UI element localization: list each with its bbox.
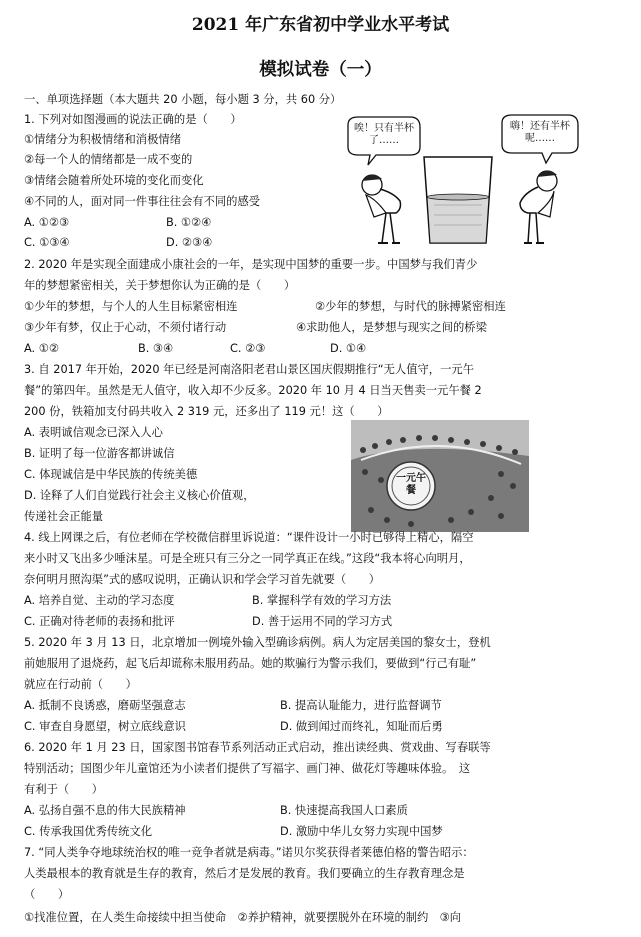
q6-option-a[interactable]: A. 弘扬自强不息的伟大民族精神 bbox=[24, 804, 186, 817]
q6-option-b[interactable]: B. 快速提高我国人口素质 bbox=[280, 804, 408, 817]
q6-stem-line-2: 特别活动；国图少年儿童馆还为小读者们提供了写福字、画门神、做花灯等趣味体验。 这 bbox=[24, 762, 471, 775]
q2-option-d[interactable]: D. ①④ bbox=[330, 342, 367, 355]
q3-sign-text: 一元午餐 bbox=[396, 473, 426, 496]
q4-option-c[interactable]: C. 正确对待老师的表扬和批评 bbox=[24, 615, 175, 628]
q2-stem-line-1: 2. 2020 年是实现全面建成小康社会的一年，是实现中国梦的重要一步。中国梦与我们青少 bbox=[24, 258, 478, 271]
q1-item-1: ①情绪分为积极情绪和消极情绪 bbox=[24, 133, 181, 146]
q3-option-b[interactable]: B. 证明了每一位游客都讲诚信 bbox=[24, 447, 175, 460]
q3-option-a[interactable]: A. 表明诚信观念已深入人心 bbox=[24, 426, 163, 439]
q1-bubble-right: 嗨！还有半杯呢…… bbox=[510, 121, 570, 144]
q4-option-d[interactable]: D. 善于运用不同的学习方式 bbox=[252, 615, 393, 628]
q1-option-a[interactable]: A. ①②③ bbox=[24, 216, 70, 229]
q6-option-d[interactable]: D. 激励中华儿女努力实现中国梦 bbox=[280, 825, 443, 838]
lunch-crowd-photo-icon bbox=[351, 420, 529, 532]
q1-item-3: ③情绪会随着所处环境的变化而变化 bbox=[24, 174, 204, 187]
q5-option-d[interactable]: D. 做到闻过而终礼，知耻而后勇 bbox=[280, 720, 443, 733]
q2-item-1: ①少年的梦想，与个人的人生目标紧密相连 bbox=[24, 300, 238, 313]
q3-stem-line-3: 200 份，铁箱加支付码共收入 2 319 元，还多出了 119 元！这（ ） bbox=[24, 405, 389, 418]
q5-option-a[interactable]: A. 抵制不良诱惑，磨砺坚强意志 bbox=[24, 699, 186, 712]
q5-option-c[interactable]: C. 审查自身愿望，树立底线意识 bbox=[24, 720, 186, 733]
q5-stem-line-3: 就应在行动前（ ） bbox=[24, 678, 137, 691]
q3-photo bbox=[351, 420, 529, 532]
q3-option-c[interactable]: C. 体现诚信是中华民族的传统美德 bbox=[24, 468, 198, 481]
q2-option-c[interactable]: C. ②③ bbox=[230, 342, 266, 355]
q2-item-3: ③少年有梦，仅止于心动，不须付诸行动 bbox=[24, 321, 227, 334]
q1-option-c[interactable]: C. ①③④ bbox=[24, 236, 70, 249]
q4-stem-line-1: 4. 线上网课之后，有位老师在学校微信群里诉说道：“课件设计一小时已够得上精心，隔空 bbox=[24, 531, 474, 544]
q4-option-a[interactable]: A. 培养自觉、主动的学习态度 bbox=[24, 594, 175, 607]
q3-stem-line-1: 3. 自 2017 年开始，2020 年已经是河南洛阳老君山景区国庆假期推行“无人值守，一元午 bbox=[24, 363, 474, 376]
q4-option-b[interactable]: B. 掌握科学有效的学习方法 bbox=[252, 594, 392, 607]
q7-items-line: ①找准位置，在人类生命接续中担当使命 ②养护精神，就要摆脱外在环境的制约 ③向 bbox=[24, 911, 462, 924]
q5-option-b[interactable]: B. 提高认耻能力，进行监督调节 bbox=[280, 699, 442, 712]
q2-option-b[interactable]: B. ③④ bbox=[138, 342, 174, 355]
q1-option-d[interactable]: D. ②③④ bbox=[166, 236, 213, 249]
q4-stem-line-3: 奈何明月照沟渠”式的感叹说明，正确认识和学会学习首先就要（ ） bbox=[24, 573, 381, 586]
q1-stem: 1. 下列对如图漫画的说法正确的是（ ） bbox=[24, 113, 242, 126]
q6-stem-line-3: 有利于（ ） bbox=[24, 783, 104, 796]
q5-stem-line-2: 前她服用了退烧药，起飞后却谎称未服用药品。她的欺骗行为警示我们，要做到“行己有耻” bbox=[24, 657, 477, 670]
q7-stem-line-1: 7. “同人类争夺地球统治权的唯一竞争者就是病毒。”诺贝尔奖获得者莱德伯格的警告昭示： bbox=[24, 846, 474, 859]
q6-stem-line-1: 6. 2020 年 1 月 23 日，国家图书馆春节系列活动正式启动，推出读经典、赏戏曲、写春联等 bbox=[24, 741, 491, 754]
exam-title: 2021 年广东省初中学业水平考试 bbox=[191, 15, 450, 35]
q5-stem-line-1: 5. 2020 年 3 月 13 日，北京增加一例境外输入型确诊病例。病人为定居美国的黎女士，登机 bbox=[24, 636, 491, 649]
q2-stem-line-2: 年的梦想紧密相关，关于梦想你认为正确的是（ ） bbox=[24, 279, 296, 292]
q6-option-c[interactable]: C. 传承我国优秀传统文化 bbox=[24, 825, 153, 838]
q7-stem-line-2: 人类最根本的教育就是生存的教育，然后才是发展的教育。我们要确立的生存教育理念是 bbox=[24, 867, 465, 880]
q3-stem-line-2: 餐”的第四年。虽然是无人值守，收入却不少反多。2020 年 10 月 4 日当天售卖一元午餐 2 bbox=[24, 384, 482, 397]
q4-stem-line-2: 来小时又飞出多少唾沫星。可是全班只有三分之一同学真正在线。”这段“我本将心向明月， bbox=[24, 552, 471, 565]
q1-option-b[interactable]: B. ①②④ bbox=[166, 216, 212, 229]
q3-option-d[interactable]: D. 诠释了人们自觉践行社会主义核心价值观， bbox=[24, 489, 255, 502]
q2-option-a[interactable]: A. ①② bbox=[24, 342, 59, 355]
section-heading: 一、单项选择题（本大题共 20 小题，每小题 3 分，共 60 分） bbox=[24, 93, 342, 106]
q1-item-2: ②每一个人的情绪都是一成不变的 bbox=[24, 153, 193, 166]
exam-subtitle: 模拟试卷（一） bbox=[259, 60, 382, 80]
q2-item-2: ②少年的梦想，与时代的脉搏紧密相连 bbox=[315, 300, 506, 313]
q3-option-d-continued: 传递社会正能量 bbox=[24, 510, 104, 523]
q2-item-4: ④求助他人，是梦想与现实之间的桥梁 bbox=[296, 321, 487, 334]
q1-bubble-left: 唉！只有半杯了…… bbox=[354, 123, 414, 146]
q1-item-4: ④不同的人，面对同一件事往往会有不同的感受 bbox=[24, 195, 261, 208]
q7-stem-line-3: （ ） bbox=[24, 888, 70, 901]
q1-cartoon bbox=[342, 113, 582, 251]
